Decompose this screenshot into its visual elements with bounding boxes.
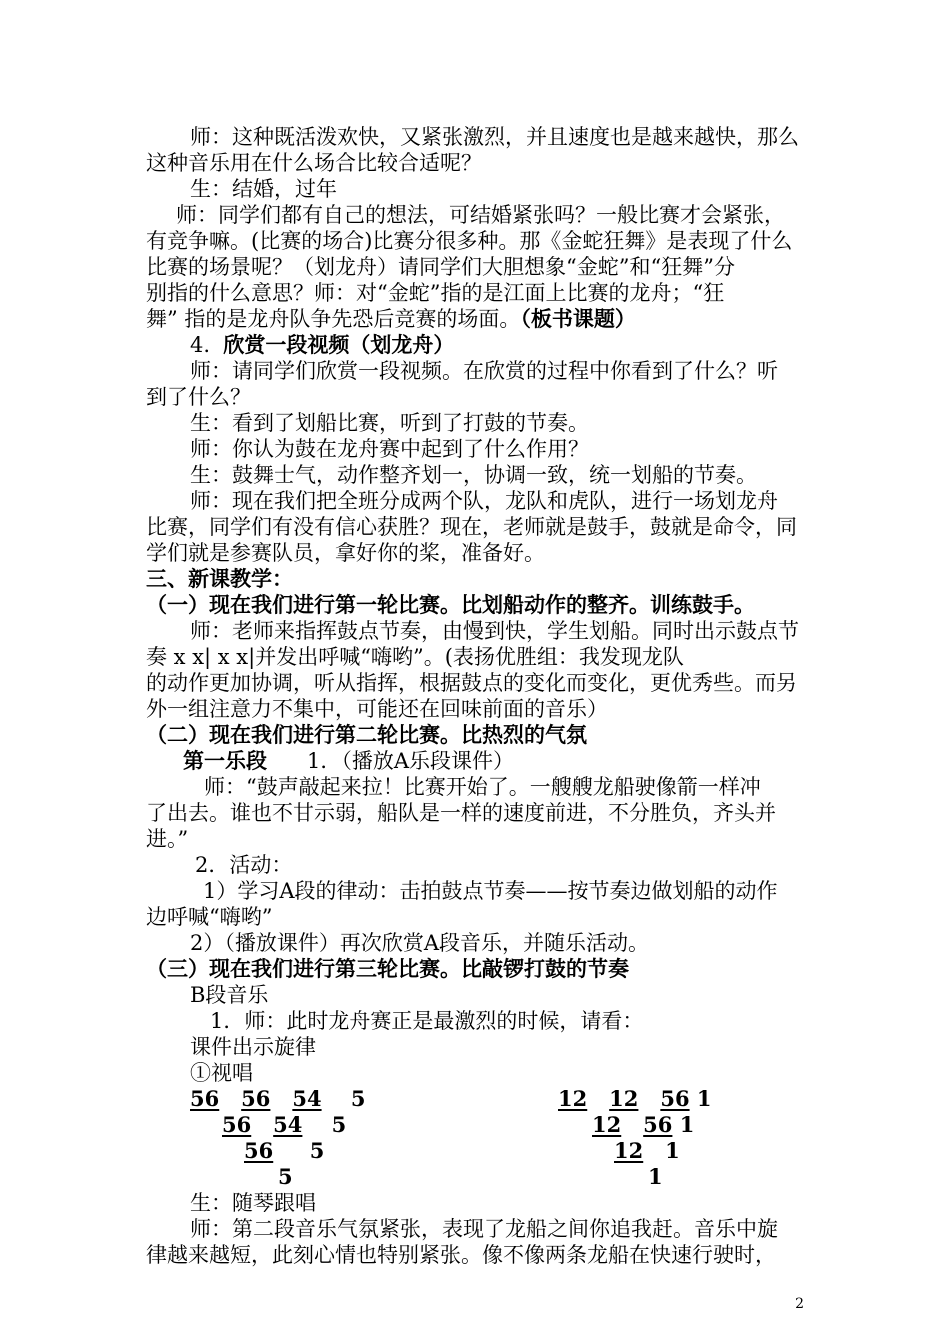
notation-note: 1 [679, 1112, 695, 1137]
text-line: 进。” [146, 827, 189, 851]
text-span: 1．（播放A乐段课件） [307, 749, 515, 773]
text-line: 生：结婚，过年 [190, 177, 337, 201]
notation-note: 56 [190, 1086, 220, 1111]
notation-row [278, 1164, 293, 1190]
text-line: 师：老师来指挥鼓点节奏，由慢到快，学生划船。同时出示鼓点节 [190, 619, 799, 643]
notation-row [592, 1112, 694, 1138]
text-line: 生：看到了划船比赛，听到了打鼓的节奏。 [190, 411, 589, 435]
text-line: 到了什么？ [146, 385, 251, 409]
notation-note: 12 [592, 1112, 622, 1137]
notation-row [614, 1138, 680, 1164]
text-line: 奏 x x| x x|并发出呼喊“嗨哟”。(表扬优胜组：我发现龙队 [146, 645, 684, 669]
text-line: 1．师：此时龙舟赛正是最激烈的时候，请看： [210, 1009, 644, 1033]
text-line: 2）（播放课件）再次欣赏A段音乐，并随乐活动。 [190, 931, 650, 955]
section-heading: （一）现在我们进行第一轮比赛。比划船动作的整齐。训练鼓手。 [146, 592, 755, 617]
text-line: 律越来越短，此刻心情也特别紧张。像不像两条龙船在快速行驶时， [146, 1243, 776, 1267]
text-line: 比赛的场景呢？（划龙舟）请同学们大胆想象“金蛇”和“狂舞”分 [146, 255, 735, 279]
notation-note: 1 [696, 1086, 712, 1111]
text-line: 这种音乐用在什么场合比较合适呢？ [146, 151, 482, 175]
section-heading [190, 332, 454, 358]
page-number: 2 [795, 1296, 804, 1312]
notation-note: 12 [609, 1086, 639, 1111]
text-line: B段音乐 [190, 983, 269, 1007]
text-span: 舞” 指的是龙舟队争先恐后竞赛的场面。 [146, 307, 521, 331]
text-line [183, 748, 514, 774]
section-heading: （三）现在我们进行第三轮比赛。比敲锣打鼓的节奏 [146, 956, 629, 981]
notation-note: 54 [292, 1086, 322, 1111]
text-line: 生：随琴跟唱 [190, 1191, 316, 1215]
notation-row [222, 1112, 346, 1138]
text-line: 师：这种既活泼欢快，又紧张激烈，并且速度也是越来越快，那么 [190, 125, 799, 149]
notation-note: 56 [241, 1086, 271, 1111]
text-line: 师：“鼓声敲起来拉！比赛开始了。一艘艘龙船驶像箭一样冲 [204, 775, 761, 799]
notation-row [190, 1086, 365, 1112]
item-number: 4. [190, 333, 211, 357]
text-line [146, 306, 636, 332]
notation-row [558, 1086, 712, 1112]
notation-note: 56 [222, 1112, 252, 1137]
movement-title: 第一乐段 [183, 748, 267, 773]
text-line: 师：同学们都有自己的想法，可结婚紧张吗？一般比赛才会紧张， [176, 203, 785, 227]
board-title-note: （板书课题） [520, 306, 636, 331]
section-heading: 三、新课教学： [146, 566, 293, 591]
notation-note: 56 [643, 1112, 673, 1137]
text-line: 边呼喊“嗨哟” [146, 905, 273, 929]
text-line: 学们就是参赛队员，拿好你的桨，准备好。 [146, 541, 545, 565]
text-line: 了出去。谁也不甘示弱，船队是一样的速度前进，不分胜负，齐头并 [146, 801, 776, 825]
item-title: 欣赏一段视频（划龙舟） [223, 332, 455, 357]
notation-note: 12 [614, 1138, 644, 1163]
notation-note: 12 [558, 1086, 588, 1111]
text-line: 外一组注意力不集中，可能还在回味前面的音乐） [146, 697, 608, 721]
notation-row [244, 1138, 324, 1164]
notation-note: 1 [648, 1164, 663, 1189]
section-heading: （二）现在我们进行第二轮比赛。比热烈的气氛 [146, 722, 587, 747]
notation-note: 56 [660, 1086, 690, 1111]
text-line: 师：现在我们把全班分成两个队，龙队和虎队，进行一场划龙舟 [190, 489, 778, 513]
text-line: 别指的什么意思？师：对“金蛇”指的是江面上比赛的龙舟；“狂 [146, 281, 725, 305]
text-line: 有竞争嘛。(比赛的场合)比赛分很多种。那《金蛇狂舞》是表现了什么 [146, 229, 793, 253]
text-line: 师：你认为鼓在龙舟赛中起到了什么作用？ [190, 437, 589, 461]
notation-note: 5 [278, 1164, 293, 1189]
text-line: 2．活动： [195, 853, 293, 877]
notation-note: 5 [350, 1086, 366, 1111]
notation-note: 5 [331, 1112, 347, 1137]
text-line: 课件出示旋律 [190, 1035, 316, 1059]
text-line: 生：鼓舞士气，动作整齐划一，协调一致，统一划船的节奏。 [190, 463, 757, 487]
notation-note: 5 [309, 1138, 325, 1163]
notation-note: 1 [665, 1138, 680, 1163]
text-line: 师：第二段音乐气氛紧张，表现了龙船之间你追我赶。音乐中旋 [190, 1217, 778, 1241]
notation-note: 54 [273, 1112, 303, 1137]
text-line: 的动作更加协调，听从指挥，根据鼓点的变化而变化，更优秀些。而另 [146, 671, 797, 695]
notation-note: 56 [244, 1138, 274, 1163]
notation-row [648, 1164, 663, 1190]
text-line: 师：请同学们欣赏一段视频。在欣赏的过程中你看到了什么？听 [190, 359, 778, 383]
text-line: 比赛，同学们有没有信心获胜？现在，老师就是鼓手，鼓就是命令，同 [146, 515, 797, 539]
text-line: ①视唱 [190, 1061, 253, 1085]
text-line: 1）学习A段的律动：击拍鼓点节奏——按节奏边做划船的动作 [203, 879, 778, 903]
